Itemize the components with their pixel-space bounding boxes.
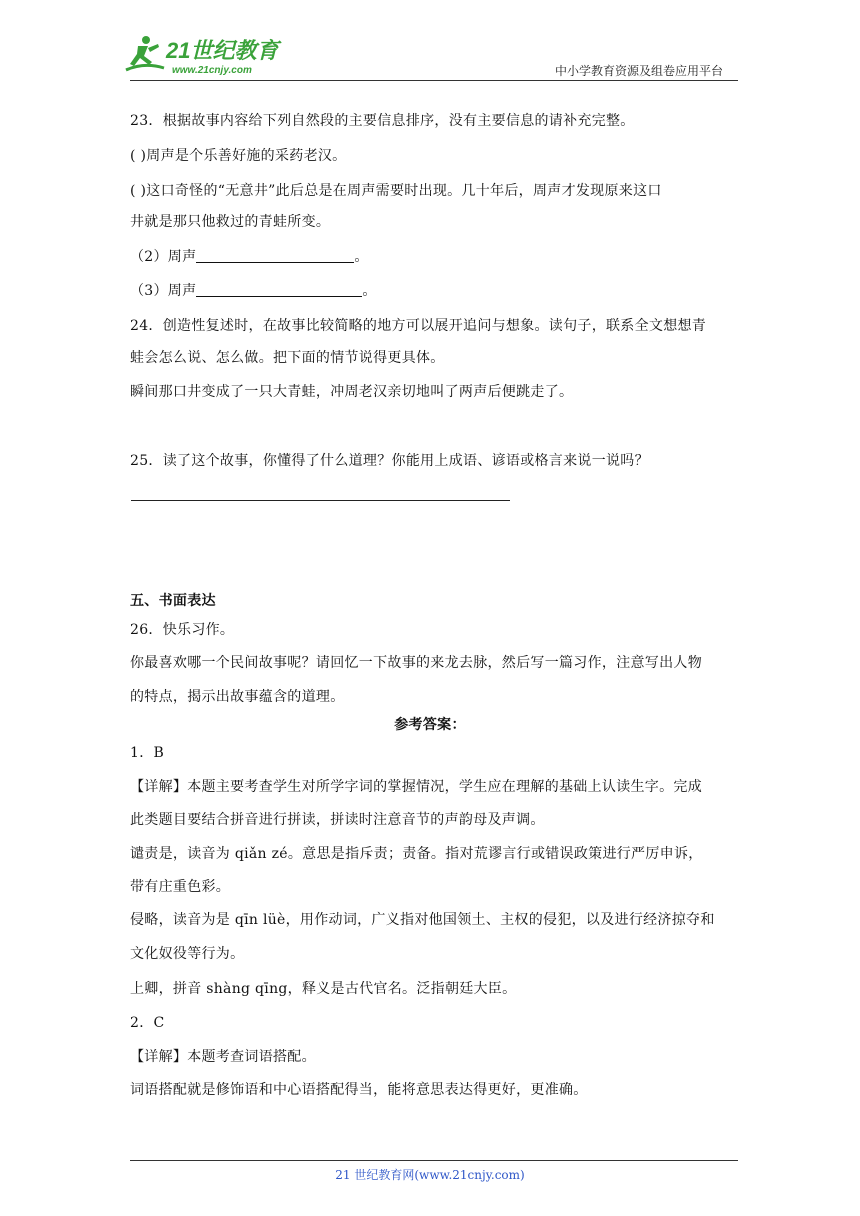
page-header — [0, 0, 860, 80]
answers-title: 参考答案： — [394, 717, 466, 733]
logo-21cnjy — [124, 32, 294, 78]
answer-1-detail-b: 此类题目要结合拼音进行拼读，拼读时注意音节的声韵母及声调。 — [130, 812, 545, 828]
runner-icon — [126, 36, 164, 70]
q25-answer-line[interactable] — [131, 500, 510, 501]
answer-2-p1: 词语搭配就是修饰语和中心语搭配得当，能将意思表达得更好，更准确。 — [130, 1082, 588, 1098]
q23-stem: 23．根据故事内容给下列自然段的主要信息排序，没有主要信息的请补充完整。 — [130, 113, 635, 129]
answer-1-p1b: 带有庄重色彩。 — [130, 879, 231, 895]
q23-item-3: （2）周声 。 — [130, 249, 369, 265]
logo-url: www.21cnjy.com — [172, 65, 252, 76]
answer-blank[interactable] — [196, 248, 354, 263]
answer-1: 1．B — [130, 745, 165, 761]
q24-sentence: 瞬间那口井变成了一只大青蛙，冲周老汉亲切地叫了两声后便跳走了。 — [130, 384, 574, 400]
answer-1-p3: 上卿，拼音 shàng qīng，释义是古代官名。泛指朝廷大臣。 — [130, 981, 517, 997]
q25-stem: 25．读了这个故事，你懂得了什么道理？你能用上成语、谚语或格言来说一说吗？ — [130, 453, 649, 469]
answer-1-p1a: 谴责是，读音为 qiǎn zé。意思是指斥责；责备。指对荒谬言行或错误政策进行严厉申诉， — [130, 846, 703, 862]
q23-item-4-label: （3）周声 — [130, 283, 197, 299]
q23-item-1: ( )周声是个乐善好施的采药老汉。 — [130, 148, 347, 164]
section-title: 五、书面表达 — [130, 593, 216, 609]
answer-2-detail: 【详解】本题考查词语搭配。 — [130, 1049, 316, 1065]
header-divider — [130, 80, 738, 81]
q23-item-3-label: （2）周声 — [130, 249, 197, 265]
answer-blank[interactable] — [196, 282, 362, 297]
q26-stem: 26．快乐习作。 — [130, 622, 235, 638]
answer-1-p2a: 侵略，读音为是 qīn lüè，用作动词，广义指对他国领土、主权的侵犯，以及进行经济掠夺和 — [130, 912, 715, 928]
footer-divider — [130, 1160, 738, 1161]
q23-item-2a: ( )这口奇怪的“无意井”此后总是在周声需要时出现。几十年后，周声才发现原来这口 — [130, 183, 662, 199]
q26-body-a: 你最喜欢哪一个民间故事呢？请回忆一下故事的来龙去脉，然后写一篇习作，注意写出人物 — [130, 655, 702, 671]
q26-body-b: 的特点，揭示出故事蕴含的道理。 — [130, 689, 345, 705]
q24-stem-a: 24．创造性复述时，在故事比较简略的地方可以展开追问与想象。读句子，联系全文想想青 — [130, 318, 707, 334]
answer-1-detail-a: 【详解】本题主要考查学生对所学字词的掌握情况，学生应在理解的基础上认读生字。完成 — [130, 779, 702, 795]
platform-title: 中小学教育资源及组卷应用平台 — [554, 64, 723, 78]
q23-item-2b: 井就是那只他救过的青蛙所变。 — [130, 214, 331, 230]
q23-item-4: （3）周声 。 — [130, 283, 377, 299]
logo-text: 21世纪教育 — [166, 38, 279, 63]
footer-link[interactable]: 21 世纪教育网(www.21cnjy.com) — [335, 1168, 525, 1182]
q24-stem-b: 蛙会怎么说、怎么做。把下面的情节说得更具体。 — [130, 350, 445, 366]
answer-2: 2．C — [130, 1015, 165, 1031]
answer-1-p2b: 文化奴役等行为。 — [130, 946, 245, 962]
